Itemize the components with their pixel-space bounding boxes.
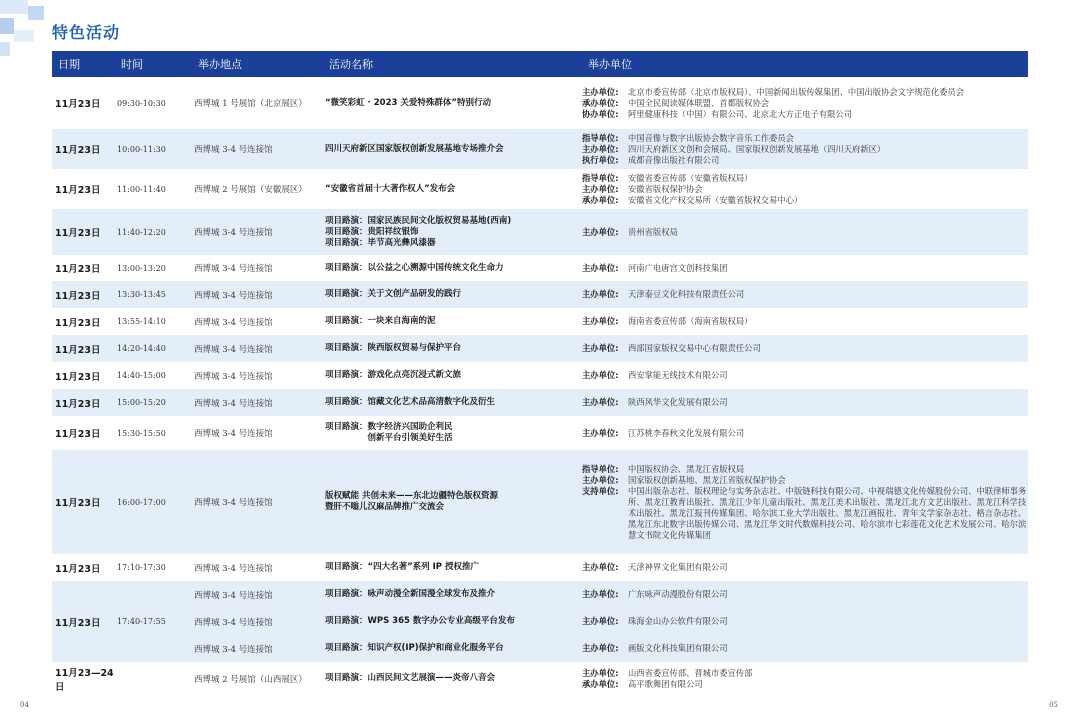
row-organizers — [582, 562, 1028, 573]
row-time: 13:30-13:45 — [117, 290, 166, 299]
activity-name-line: 项目路演：以公益之心溯源中国传统文化生命力 — [325, 262, 504, 273]
row-time: 17:40-17:55 — [117, 617, 166, 626]
row-activity-name — [323, 616, 582, 627]
row-activity-name — [323, 184, 582, 195]
organizer-role: 主办单位: — [582, 262, 619, 273]
organizer-role: 主办单位: — [582, 316, 619, 326]
row-venue: 西博城 3-4 号连接馆 — [194, 398, 273, 409]
organizer-line — [582, 289, 1028, 300]
row-activity-name — [323, 98, 582, 109]
organizer-line — [582, 616, 1028, 627]
row-date: 11月23日 — [55, 99, 101, 110]
table-row — [52, 209, 1028, 255]
activity-name-line: 项目路演：游戏化点亮沉浸式新文旅 — [325, 370, 462, 380]
organizer-role: 主办单位: — [582, 589, 619, 599]
organizer-names: 江苏桃李春秋文化发展有限公司 — [628, 427, 745, 438]
row-venue: 西博城 1 号展馆（北京展区） — [194, 99, 307, 109]
row-venue: 西博城 3-4 号连接馆 — [194, 371, 273, 382]
row-venue: 西博城 3-4 号连接馆 — [194, 344, 273, 355]
organizer-line — [582, 133, 1028, 144]
organizer-names: 广东咏声动漫股份有限公司 — [628, 589, 728, 599]
activity-name-line: 项目路演：陕西版权贸易与保护平台 — [325, 343, 462, 353]
organizer-names: 山西省委宣传部、晋城市委宣传部 — [628, 667, 753, 678]
activity-name-line: 项目路演：贵阳祥纹银饰 — [325, 226, 419, 237]
row-organizers — [582, 87, 1028, 120]
row-venue: 西博城 3-4 号连接馆 — [194, 644, 273, 655]
organizer-role: 指导单位: — [582, 172, 619, 183]
row-time: 14:20-14:40 — [117, 344, 166, 353]
table-row — [52, 281, 1028, 308]
organizer-role: 主办单位: — [582, 343, 619, 353]
row-organizers — [582, 343, 1028, 354]
organizer-role: 协办单位: — [582, 108, 619, 119]
header-venue: 举办地点 — [198, 58, 242, 71]
row-organizers — [582, 643, 1028, 654]
row-time: 13:55-14:10 — [117, 317, 166, 326]
grouped-rows — [52, 581, 1028, 662]
row-date: 11月23日 — [55, 228, 101, 239]
organizer-names: 天津神界文化集团有限公司 — [628, 562, 728, 572]
organizer-line — [582, 475, 1028, 486]
table-row — [52, 389, 1028, 416]
row-venue: 西博城 3-4 号连接馆 — [194, 290, 273, 301]
organizer-names: 天津泰豆文化科技有限责任公司 — [628, 289, 745, 299]
activity-name-line: 项目路演：“四大名著”系列 IP 授权推广 — [325, 562, 479, 572]
row-date: 11月23日 — [55, 344, 101, 356]
header-name: 活动名称 — [329, 58, 373, 71]
row-date: 11月23日 — [55, 429, 101, 440]
organizer-role: 主办单位: — [582, 226, 619, 237]
row-organizers — [582, 668, 1028, 690]
organizer-line — [582, 155, 1028, 166]
organizer-names: 中国出版杂志社、版权理论与实务杂志社、中版链科技有限公司、中视瑞德文化传媒股份公司、中联律师事务所、黑龙江教育出版社、黑龙江少年儿童出版社、黑龙江美术出版社、黑龙江北方文艺出版社、黑龙江科学技术出版社、黑龙江报刊传媒集团、哈尔滨工业大学出版社、黑龙江画报社、青年文学家杂志社、格言杂志社、黑龙江东北数字出版传媒公司、黑龙江华文时代数媒科技公司、哈尔滨市七彩莲花文化艺术发展公司、哈尔滨慧文书院文化传媒集团 — [628, 485, 1027, 540]
row-organizers — [582, 589, 1028, 600]
row-venue: 西博城 3-4 号连接馆 — [194, 617, 273, 628]
activity-name-line: 四川天府新区国家版权创新发展基地专场推介会 — [325, 143, 504, 154]
table-row — [52, 554, 1028, 581]
organizer-names: 贵州省版权局 — [628, 226, 678, 237]
activity-name-line: 项目路演：数字经济兴国助企利民 — [325, 422, 453, 432]
organizer-names: 中国音像与数字出版协会数字音乐工作委员会 — [628, 132, 794, 143]
organizer-role: 主办单位: — [582, 562, 619, 572]
row-activity-name — [323, 673, 582, 684]
row-venue: 西博城 2 号展馆（山西展区） — [194, 674, 307, 685]
activity-name-line: 项目路演：国家民族民间文化版权贸易基地(西南) — [325, 215, 512, 226]
organizer-line — [582, 109, 1028, 120]
table-row — [52, 255, 1028, 281]
organizer-line — [582, 98, 1028, 109]
organizer-line — [582, 486, 1028, 541]
table-header — [52, 51, 1028, 77]
grouped-row-list — [192, 581, 1028, 662]
row-venue: 西博城 3-4 号连接馆 — [194, 590, 273, 601]
activity-name-line: 版权赋能 共创未来——东北边疆特色版权资源 — [325, 491, 498, 501]
organizer-names: 安徽省文化产权交易所（安徽省版权交易中心） — [628, 194, 803, 205]
row-time: 14:40-15:00 — [117, 371, 166, 380]
organizer-names: 西部国家版权交易中心有限责任公司 — [628, 343, 761, 353]
organizer-line — [582, 263, 1028, 274]
organizer-line — [582, 668, 1028, 679]
row-venue: 西博城 3-4 号连接馆 — [194, 317, 273, 328]
table-row — [192, 581, 1028, 608]
organizer-role: 指导单位: — [582, 463, 619, 474]
activity-name-line: 项目路演：WPS 365 数字办公专业高级平台发布 — [325, 616, 515, 626]
row-date: 11月23日 — [55, 617, 101, 629]
row-activity-name — [323, 589, 582, 600]
organizer-role: 主办单位: — [582, 370, 619, 380]
row-time: 17:10-17:30 — [117, 563, 166, 572]
organizer-names: 海南省委宣传部（海南省版权局） — [628, 316, 753, 326]
row-activity-name — [323, 289, 582, 300]
organizer-names: 珠海金山办公软件有限公司 — [628, 616, 728, 626]
activity-name-line: 项目路演：咏声动漫全新国漫全球发布及推介 — [325, 589, 496, 599]
page-number-right: 05 — [1049, 701, 1058, 709]
row-time: 15:00-15:20 — [117, 398, 166, 407]
row-venue: 西博城 3-4 号连接馆 — [194, 563, 273, 574]
organizer-names: 中国全民阅读媒体联盟、首都版权协会 — [628, 97, 770, 108]
organizer-names: 高平歌舞团有限公司 — [628, 678, 703, 689]
table-row — [192, 635, 1028, 662]
row-organizers — [582, 370, 1028, 381]
organizer-role: 执行单位: — [582, 154, 619, 165]
row-time: 09:30-10:30 — [117, 98, 166, 108]
row-date: 11月23日 — [55, 563, 101, 575]
row-organizers — [582, 263, 1028, 274]
row-date: 11月23日 — [55, 185, 101, 196]
row-venue: 西博城 3-4 号连接馆 — [194, 228, 273, 238]
organizer-names: 西安掌能无线技术有限公司 — [628, 370, 728, 380]
activity-name-line: 项目路演：一块来自海南的泥 — [325, 316, 436, 326]
organizer-line — [582, 87, 1028, 98]
organizer-role: 承办单位: — [582, 194, 619, 205]
organizer-line — [582, 184, 1028, 195]
row-activity-name — [323, 397, 582, 408]
row-date: 11月23日 — [55, 264, 101, 275]
organizer-line — [582, 643, 1028, 654]
organizer-line — [582, 370, 1028, 381]
activity-name-line: 暨肝不嗡儿汉麻品牌推广交流会 — [325, 502, 445, 512]
organizer-role: 主办单位: — [582, 397, 619, 407]
row-time: 11:40-12:20 — [117, 227, 166, 237]
header-time: 时间 — [121, 58, 143, 71]
row-date: 11月23日 — [55, 317, 101, 329]
organizer-line — [582, 343, 1028, 354]
table-body — [52, 77, 1028, 695]
row-activity-name — [323, 144, 582, 155]
row-activity-name — [323, 263, 582, 274]
organizer-names: 安徽省委宣传部（安徽省版权局） — [628, 172, 753, 183]
organizer-line — [582, 227, 1028, 238]
table-row — [52, 77, 1028, 129]
organizer-line — [582, 562, 1028, 573]
row-time: 13:00-13:20 — [117, 263, 166, 273]
row-date: 11月23日 — [55, 371, 101, 383]
row-date: 11月23日 — [55, 498, 101, 509]
organizer-names: 四川天府新区文创和会展局、国家版权创新发展基地（四川天府新区） — [628, 143, 886, 154]
activity-name-line: 项目路演：毕节高光彝风漆器 — [325, 237, 436, 248]
organizer-role: 主办单位: — [582, 427, 619, 438]
row-organizers — [582, 289, 1028, 300]
organizer-role: 承办单位: — [582, 97, 619, 108]
table-row — [52, 450, 1028, 554]
table-row — [52, 169, 1028, 209]
organizer-line — [582, 316, 1028, 327]
table-row — [52, 362, 1028, 389]
row-activity-name — [323, 422, 582, 444]
organizer-line — [582, 144, 1028, 155]
row-organizers — [582, 133, 1028, 166]
organizer-line — [582, 195, 1028, 206]
page-title: 特色活动 — [52, 23, 121, 42]
organizer-names: 画版文化科技集团有限公司 — [628, 643, 728, 653]
activity-name-line: 项目路演：关于文创产品研发的践行 — [325, 289, 462, 299]
row-organizers — [582, 316, 1028, 327]
row-organizers — [582, 227, 1028, 238]
table-row — [52, 416, 1028, 450]
organizer-role: 主办单位: — [582, 289, 619, 299]
header-org: 举办单位 — [588, 58, 632, 71]
row-venue: 西博城 3-4 号连接馆 — [194, 264, 273, 274]
row-venue: 西博城 3-4 号连接馆 — [194, 498, 273, 508]
row-organizers — [582, 464, 1028, 541]
organizer-role: 主办单位: — [582, 643, 619, 653]
row-activity-name — [323, 370, 582, 381]
row-date: 11月23日 — [55, 290, 101, 302]
events-table — [52, 51, 1028, 695]
organizer-line — [582, 428, 1028, 439]
organizer-names: 安徽省版权保护协会 — [628, 183, 703, 194]
organizer-names: 陕西风华文化发展有限公司 — [628, 397, 728, 407]
row-date: 11月23日 — [55, 145, 101, 156]
row-venue: 西博城 3-4 号连接馆 — [194, 145, 273, 155]
organizer-line — [582, 464, 1028, 475]
activity-name-line: “安徽省首届十大著作权人”发布会 — [325, 183, 456, 194]
organizer-role: 主办单位: — [582, 86, 619, 97]
row-organizers — [582, 428, 1028, 439]
organizer-names: 北京市委宣传部（北京市版权局）、中国新闻出版传媒集团、中国出版协会文字规范化委员会 — [628, 86, 965, 97]
table-row — [52, 335, 1028, 362]
table-row — [52, 129, 1028, 169]
organizer-role: 主办单位: — [582, 183, 619, 194]
row-activity-name — [323, 216, 582, 249]
activity-name-line: 项目路演：馆藏文化艺术品高清数字化及衍生 — [325, 397, 496, 407]
organizer-role: 承办单位: — [582, 678, 619, 689]
row-venue: 西博城 3-4 号连接馆 — [194, 429, 273, 439]
row-time: 16:00-17:00 — [117, 497, 166, 507]
row-activity-name — [323, 316, 582, 327]
organizer-line — [582, 679, 1028, 690]
activity-name-line: 项目路演：知识产权(IP)保护和商业化服务平台 — [325, 643, 504, 653]
table-row — [52, 662, 1028, 695]
organizer-role: 主办单位: — [582, 667, 619, 678]
organizer-role: 指导单位: — [582, 132, 619, 143]
organizer-line — [582, 589, 1028, 600]
organizer-names: 河南广电唐宫文创科技集团 — [628, 262, 728, 273]
table-row — [192, 608, 1028, 635]
organizer-names: 成都音像出版社有限公司 — [628, 154, 720, 165]
organizer-role: 主办单位: — [582, 143, 619, 154]
activity-name-line: 创新平台引领美好生活 — [325, 433, 453, 443]
activity-name-line: 项目路演：山西民间文艺展演——炎帝八音会 — [325, 673, 496, 683]
organizer-names: 中国版权协会、黑龙江省版权局 — [628, 463, 745, 474]
row-organizers — [582, 397, 1028, 408]
row-organizers — [582, 173, 1028, 206]
row-activity-name — [323, 343, 582, 354]
organizer-role: 主办单位: — [582, 616, 619, 626]
organizer-line — [582, 397, 1028, 408]
row-activity-name — [323, 643, 582, 654]
row-date: 11月23—24日 — [55, 667, 114, 693]
row-time: 10:00-11:30 — [117, 144, 166, 154]
organizer-names: 国家版权创新基地、黑龙江省版权保护协会 — [628, 474, 786, 485]
row-time: 15:30-15:50 — [117, 428, 166, 438]
table-row — [52, 308, 1028, 335]
activity-name-line: “微笑彩虹 · 2023 关爱特殊群体”特别行动 — [325, 97, 491, 108]
row-time: 11:00-11:40 — [117, 184, 166, 194]
header-date: 日期 — [58, 58, 80, 71]
row-organizers — [582, 616, 1028, 627]
organizer-role: 支持单位: — [582, 485, 619, 496]
organizer-line — [582, 173, 1028, 184]
organizer-role: 主办单位: — [582, 474, 619, 485]
organizer-names: 阿里健康科技（中国）有限公司、北京北大方正电子有限公司 — [628, 108, 853, 119]
row-activity-name — [323, 491, 582, 513]
page-number-left: 04 — [20, 701, 29, 709]
row-venue: 西博城 2 号展馆（安徽展区） — [194, 185, 307, 195]
row-date: 11月23日 — [55, 398, 101, 410]
row-activity-name — [323, 562, 582, 573]
